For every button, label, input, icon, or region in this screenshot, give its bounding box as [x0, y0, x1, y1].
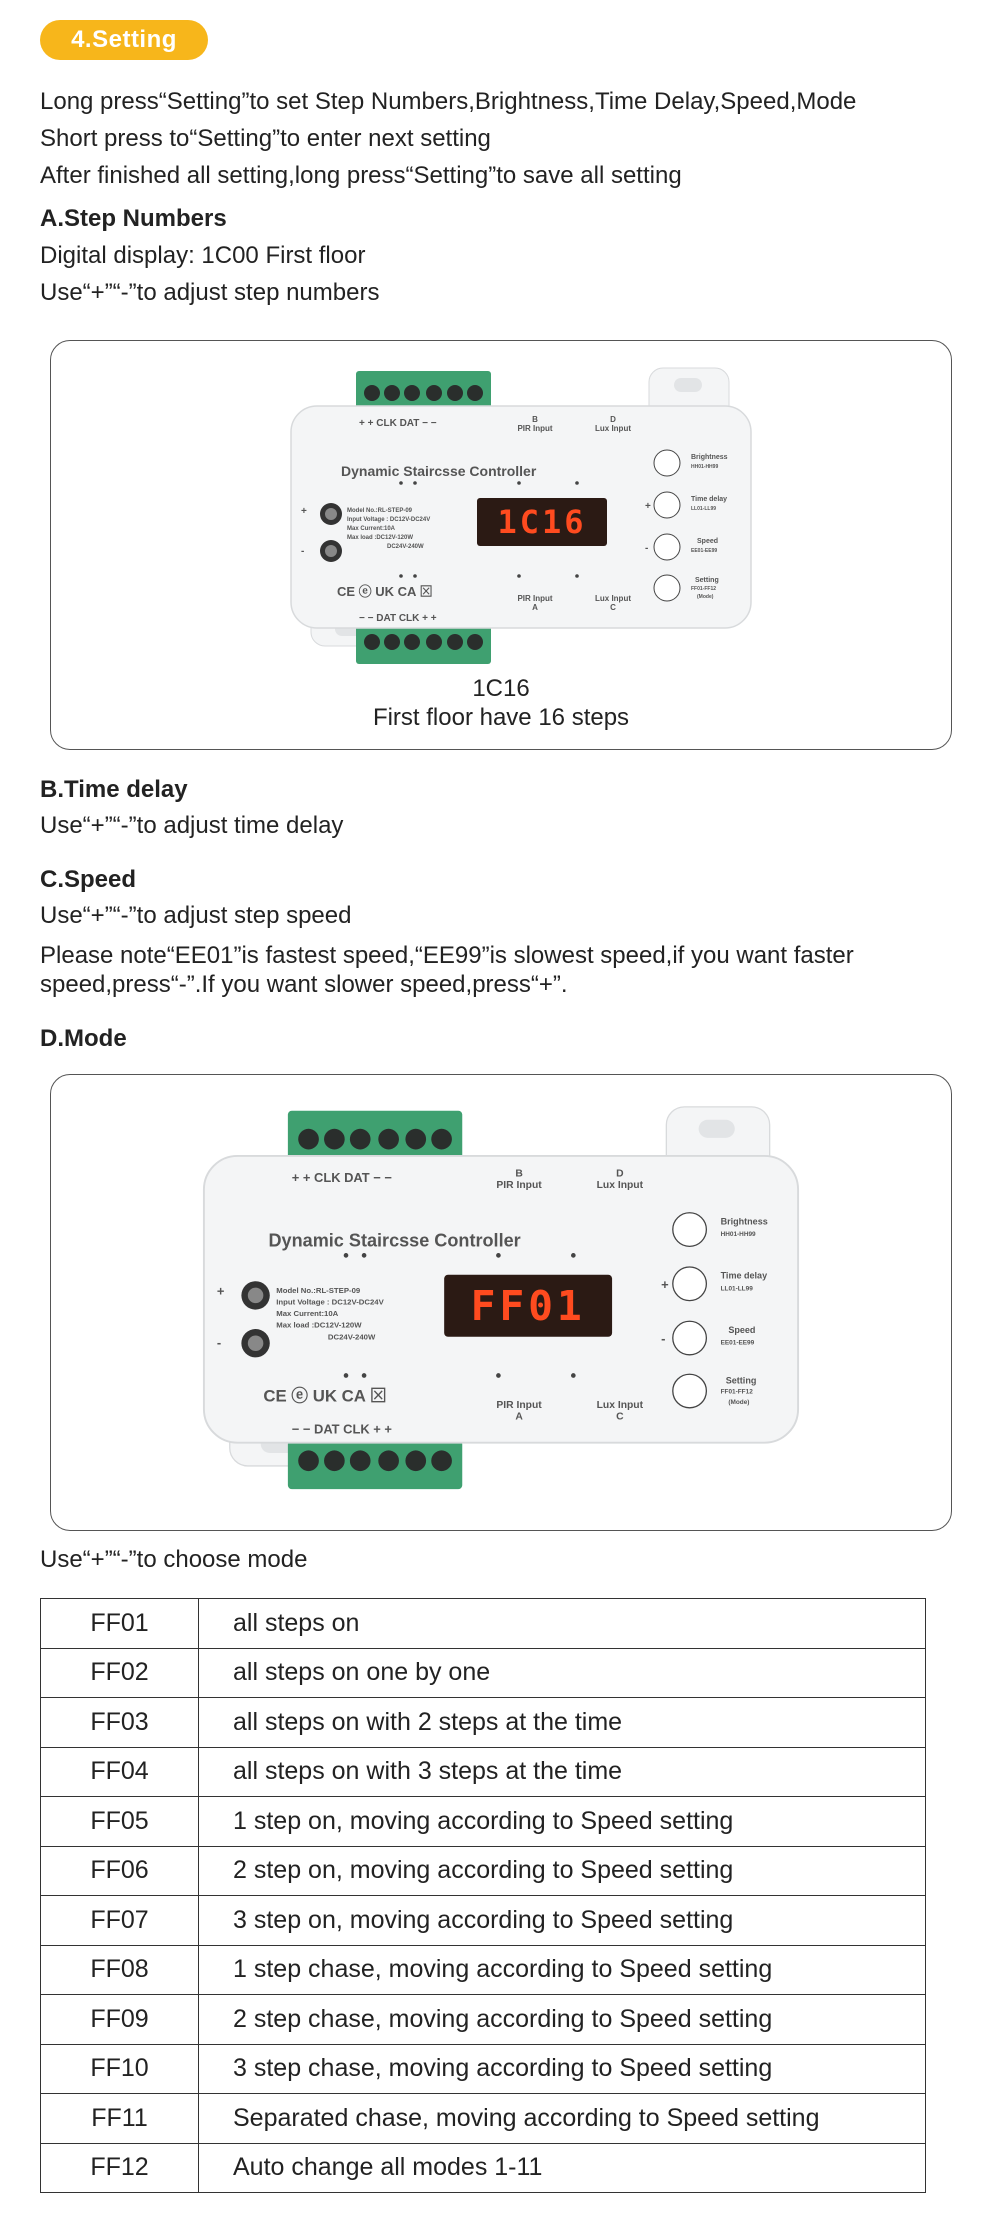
minus-sign-right: -	[645, 543, 649, 554]
mode-line: Use“+”“-”to choose mode	[40, 1546, 308, 1573]
certification-marks-2: CE ⓔ UK CA ⊠	[263, 1386, 387, 1406]
mode-description: all steps on with 2 steps at the time	[199, 1698, 926, 1748]
time-delay-range-2: LL01-LL99	[720, 1285, 753, 1293]
speed-heading: C.Speed	[40, 866, 137, 893]
speed-button[interactable]	[654, 534, 680, 560]
mode-code: FF07	[41, 1896, 199, 1946]
mode-code: FF06	[41, 1846, 199, 1896]
pir-b-label: PIR Input	[517, 424, 553, 433]
bottom-pin-labels-2: − − DAT CLK + +	[291, 1421, 392, 1437]
speed-range-2: EE01-EE99	[720, 1339, 755, 1347]
speed-button-2[interactable]	[673, 1321, 707, 1355]
mode-code: FF12	[41, 2143, 199, 2193]
speed-range: EE01-EE99	[691, 548, 718, 554]
mode-description: 2 step chase, moving according to Speed setting	[199, 1995, 926, 2045]
mode-description: all steps on	[199, 1599, 926, 1649]
lux-c-label-2: Lux Input	[596, 1399, 644, 1411]
setting-label-2: Setting	[725, 1375, 757, 1386]
mode-code: FF02	[41, 1648, 199, 1698]
pir-b-letter-2: B	[515, 1168, 523, 1180]
lux-c-letter: C	[610, 603, 616, 612]
spec-model-2: Model No.:RL-STEP-09	[276, 1285, 361, 1295]
mode-description: 3 step chase, moving according to Speed setting	[199, 2044, 926, 2094]
mode-code: FF01	[41, 1599, 199, 1649]
mode-description: all steps on with 3 steps at the time	[199, 1747, 926, 1797]
mode-description: 3 step on, moving according to Speed setting	[199, 1896, 926, 1946]
plus-sign-left-2: +	[216, 1283, 225, 1299]
caption-text: First floor have 16 steps	[372, 704, 630, 731]
spec-load-12-2: Max load :DC12V-120W	[276, 1320, 362, 1330]
pir-a-letter: A	[532, 603, 538, 612]
display-readout-2: FF01	[470, 1281, 586, 1330]
spec-load-24-2: DC24V-240W	[327, 1332, 376, 1342]
table-row	[41, 1896, 926, 1946]
mode-description: 1 step on, moving according to Speed setting	[199, 1797, 926, 1847]
spec-voltage: Input Voltage : DC12V-DC24V	[347, 517, 431, 523]
table-row	[41, 2094, 926, 2144]
brightness-button-2[interactable]	[673, 1213, 707, 1247]
table-row	[41, 1599, 926, 1649]
intro-line-2: Short press to“Setting”to enter next setting	[40, 125, 491, 152]
certification-marks: CE ⓔ UK CA ⊠	[337, 584, 433, 599]
pir-b-label-2: PIR Input	[496, 1180, 542, 1192]
pir-a-label-2: PIR Input	[496, 1399, 542, 1411]
brightness-range: HH01-HH99	[691, 464, 719, 470]
spec-current-2: Max Current:10A	[276, 1309, 339, 1319]
time-delay-button[interactable]	[654, 492, 680, 518]
setting-range: FF01-FF12	[691, 586, 717, 592]
mode-code: FF08	[41, 1945, 199, 1995]
speed-note: Please note“EE01”is fastest speed,“EE99”is slowest speed,if you want faster speed,press“-”.If you want slower speed,press“+”.	[40, 942, 854, 998]
top-pin-labels: + + CLK DAT − −	[359, 418, 437, 429]
spec-model: Model No.:RL-STEP-09	[347, 508, 413, 514]
top-pin-labels-2: + + CLK DAT − −	[291, 1169, 392, 1185]
plus-sign-right: +	[645, 501, 651, 512]
spec-voltage-2: Input Voltage : DC12V-DC24V	[276, 1297, 384, 1307]
brightness-button[interactable]	[654, 450, 680, 476]
minus-sign-left: -	[301, 546, 305, 557]
time-delay-button-2[interactable]	[673, 1267, 707, 1301]
lux-c-letter-2: C	[616, 1411, 624, 1423]
mode-code: FF05	[41, 1797, 199, 1847]
step-numbers-line-1: Digital display: 1C00 First floor	[40, 242, 366, 269]
mode-description: Separated chase, moving according to Speed setting	[199, 2094, 926, 2144]
mode-code: FF04	[41, 1747, 199, 1797]
mode-description: Auto change all modes 1-11	[199, 2143, 926, 2193]
table-row	[41, 1648, 926, 1698]
minus-sign-left-2: -	[216, 1335, 222, 1351]
table-row	[41, 1797, 926, 1847]
setting-button-2[interactable]	[673, 1374, 707, 1408]
mode-heading: D.Mode	[40, 1025, 127, 1052]
caption-code: 1C16	[472, 675, 530, 702]
bottom-pin-labels: − − DAT CLK + +	[359, 613, 437, 624]
intro-line-3: After finished all setting,long press“Setting”to save all setting	[40, 162, 682, 189]
speed-line: Use“+”“-”to adjust step speed	[40, 902, 352, 929]
time-delay-range: LL01-LL99	[691, 506, 717, 512]
lux-d-label: Lux Input	[595, 424, 631, 433]
controller-figure-2	[50, 1074, 952, 1531]
brightness-label-2: Brightness	[720, 1216, 768, 1227]
lux-d-letter-2: D	[616, 1168, 624, 1180]
table-row	[41, 1747, 926, 1797]
setting-mode-2: (Mode)	[728, 1398, 750, 1406]
mode-table	[40, 1598, 926, 2193]
mode-code: FF09	[41, 1995, 199, 2045]
plus-sign-right-2: +	[661, 1276, 669, 1292]
speed-label: Speed	[697, 538, 719, 545]
mode-description: all steps on one by one	[199, 1648, 926, 1698]
pir-a-letter-2: A	[515, 1411, 523, 1423]
section-badge: 4.Setting	[40, 20, 208, 60]
controller-image-1	[281, 366, 761, 666]
controller-figure-1	[50, 340, 952, 750]
time-delay-line: Use“+”“-”to adjust time delay	[40, 812, 344, 839]
setting-label: Setting	[695, 577, 719, 584]
setting-button[interactable]	[654, 575, 680, 601]
mode-code: FF10	[41, 2044, 199, 2094]
table-row	[41, 2044, 926, 2094]
spec-current: Max Current:10A	[347, 526, 396, 532]
controller-title-2: Dynamic Staircsse Controller	[268, 1230, 521, 1251]
brightness-range-2: HH01-HH99	[720, 1231, 756, 1238]
spec-load-24: DC24V-240W	[387, 544, 424, 550]
plus-sign-left: +	[301, 506, 307, 517]
step-numbers-heading: A.Step Numbers	[40, 205, 227, 232]
display-readout-1: 1C16	[497, 503, 587, 541]
time-delay-label: Time delay	[691, 496, 728, 503]
mode-code: FF11	[41, 2094, 199, 2144]
brightness-label: Brightness	[691, 454, 728, 461]
mode-code: FF03	[41, 1698, 199, 1748]
table-row	[41, 2143, 926, 2193]
table-row	[41, 1846, 926, 1896]
setting-range-2: FF01-FF12	[720, 1388, 753, 1396]
lux-d-letter: D	[610, 415, 616, 424]
controller-image-2	[191, 1103, 811, 1493]
table-row	[41, 1945, 926, 1995]
lux-c-label: Lux Input	[595, 594, 631, 603]
minus-sign-right-2: -	[661, 1331, 666, 1347]
table-row	[41, 1698, 926, 1748]
lux-d-label-2: Lux Input	[596, 1180, 644, 1192]
step-numbers-line-2: Use“+”“-”to adjust step numbers	[40, 279, 380, 306]
setting-mode: (Mode)	[697, 594, 714, 600]
intro-line-1: Long press“Setting”to set Step Numbers,Brightness,Time Delay,Speed,Mode	[40, 88, 857, 115]
mode-description: 1 step chase, moving according to Speed setting	[199, 1945, 926, 1995]
speed-label-2: Speed	[728, 1324, 756, 1335]
pir-a-label: PIR Input	[517, 594, 553, 603]
table-row	[41, 1995, 926, 2045]
pir-b-letter: B	[532, 415, 538, 424]
controller-title: Dynamic Staircsse Controller	[341, 463, 537, 479]
spec-load-12: Max load :DC12V-120W	[347, 535, 414, 541]
time-delay-label-2: Time delay	[720, 1270, 768, 1281]
time-delay-heading: B.Time delay	[40, 776, 188, 803]
mode-description: 2 step on, moving according to Speed setting	[199, 1846, 926, 1896]
